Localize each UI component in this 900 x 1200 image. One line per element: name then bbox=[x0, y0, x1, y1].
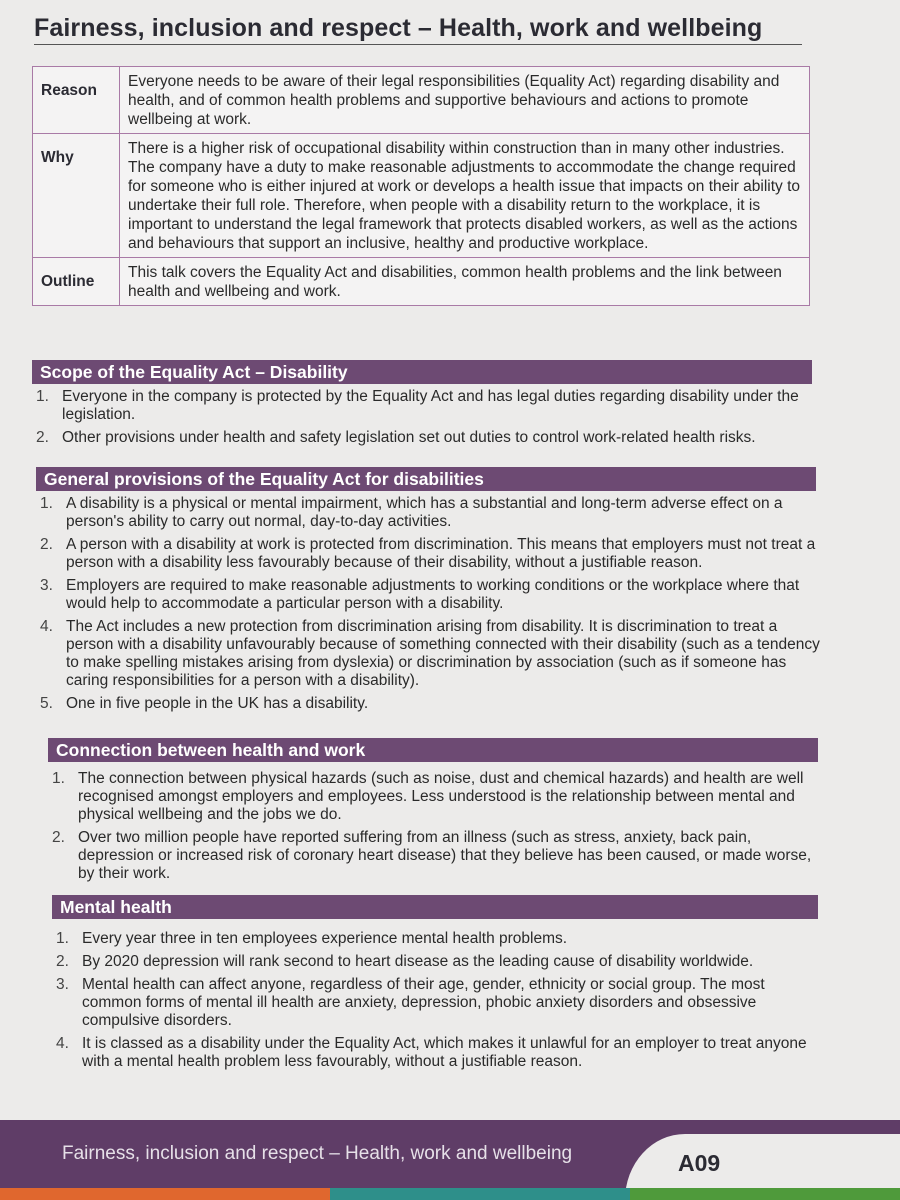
section-heading-scope: Scope of the Equality Act – Disability bbox=[32, 360, 812, 384]
footer-title: Fairness, inclusion and respect – Health, work and wellbeing bbox=[62, 1143, 573, 1164]
section-heading-general-provisions: General provisions of the Equality Act for disabilities bbox=[36, 467, 816, 491]
footer-stripe-teal bbox=[330, 1188, 630, 1200]
list-item bbox=[40, 618, 820, 690]
page-code: A09 bbox=[678, 1150, 721, 1176]
list-item bbox=[40, 695, 820, 713]
item-text: It is classed as a disability under the Equality Act, which makes it unlawful for an employer to treat anyone with a mental health problem less favourably, without a justifiable reason. bbox=[82, 1035, 807, 1070]
item-text: Over two million people have reported suffering from an illness (such as stress, anxiety, back pain, depression or increased risk of coronary heart disease) that they believe has been caused, or made worse, by their work. bbox=[78, 829, 812, 882]
intro-label: Outline bbox=[33, 258, 120, 306]
list-item bbox=[36, 429, 808, 447]
list-item bbox=[56, 953, 816, 971]
list-item bbox=[40, 577, 820, 613]
intro-text: This talk covers the Equality Act and disabilities, common health problems and the link between health and wellbeing and work. bbox=[120, 258, 810, 306]
item-number: 1. bbox=[56, 930, 69, 947]
intro-row-why bbox=[33, 134, 810, 258]
list-item bbox=[56, 976, 816, 1030]
item-text: The Act includes a new protection from discrimination arising from disability. It is discrimination to treat a person with a disability unfavourably because of something connected with their disability (such as a tendency to make spelling mistakes arising from dyslexia) or discrimination by association (such as if someone has caring responsibilities for a person with a disability). bbox=[66, 618, 820, 689]
item-text: By 2020 depression will rank second to heart disease as the leading cause of disability worldwide. bbox=[82, 953, 754, 970]
item-number: 1. bbox=[40, 495, 53, 512]
item-number: 1. bbox=[36, 388, 49, 405]
item-number: 2. bbox=[52, 829, 65, 846]
item-number: 2. bbox=[36, 429, 49, 446]
intro-label: Reason bbox=[33, 67, 120, 134]
item-text: A person with a disability at work is protected from discrimination. This means that employers must not treat a person with a disability less favourably because of their disability, without a justifiable reason. bbox=[66, 536, 816, 571]
intro-text: Everyone needs to be aware of their legal responsibilities (Equality Act) regarding disability and health, and of common health problems and supportive behaviours and actions to promote wellbeing at work. bbox=[120, 67, 810, 134]
list-item bbox=[36, 388, 808, 424]
section-heading-mental-health: Mental health bbox=[52, 895, 818, 919]
list-health-work bbox=[52, 770, 820, 888]
item-text: One in five people in the UK has a disability. bbox=[66, 695, 369, 712]
page-title: Fairness, inclusion and respect – Health, work and wellbeing bbox=[34, 14, 763, 42]
intro-text: There is a higher risk of occupational disability within construction than in many other industries. The company have a duty to make reasonable adjustments to accommodate the change required for someone who is either injured at work or develops a health issue that impacts on their ability to undertake their full role. Therefore, when people with a disability return to the workplace, it is important to understand the legal framework that protects disabled workers, as well as the actions and behaviours that support an inclusive, healthy and productive workplace. bbox=[120, 134, 810, 258]
list-item bbox=[52, 829, 820, 883]
item-text: Mental health can affect anyone, regardless of their age, gender, ethnicity or social group. The most common forms of mental ill health are anxiety, depression, phobic anxiety disorders and obsessive compulsive disorders. bbox=[82, 976, 765, 1029]
item-number: 2. bbox=[56, 953, 69, 970]
item-number: 4. bbox=[40, 618, 53, 635]
footer-stripe-green bbox=[630, 1188, 900, 1200]
list-general-provisions bbox=[40, 495, 820, 718]
item-number: 3. bbox=[56, 976, 69, 993]
title-rule bbox=[34, 44, 802, 45]
list-item bbox=[56, 1035, 816, 1071]
item-text: Employers are required to make reasonable adjustments to working conditions or the workplace where that would help to accommodate a particular person with a disability. bbox=[66, 577, 800, 612]
intro-table bbox=[32, 66, 810, 306]
list-mental-health bbox=[56, 930, 816, 1076]
item-number: 4. bbox=[56, 1035, 69, 1052]
item-number: 2. bbox=[40, 536, 53, 553]
item-number: 1. bbox=[52, 770, 65, 787]
item-number: 5. bbox=[40, 695, 53, 712]
list-scope bbox=[36, 388, 808, 452]
list-item bbox=[40, 495, 820, 531]
list-item bbox=[56, 930, 816, 948]
footer-stripe-orange bbox=[0, 1188, 330, 1200]
intro-row-outline bbox=[33, 258, 810, 306]
section-heading-health-work: Connection between health and work bbox=[48, 738, 818, 762]
intro-label: Why bbox=[33, 134, 120, 258]
item-text: A disability is a physical or mental impairment, which has a substantial and long-term adverse effect on a person's ability to carry out normal, day-to-day activities. bbox=[66, 495, 783, 530]
item-text: Other provisions under health and safety legislation set out duties to control work-related health risks. bbox=[62, 429, 756, 446]
intro-row-reason bbox=[33, 67, 810, 134]
item-number: 3. bbox=[40, 577, 53, 594]
item-text: Everyone in the company is protected by the Equality Act and has legal duties regarding disability under the legislation. bbox=[62, 388, 799, 423]
list-item bbox=[52, 770, 820, 824]
item-text: Every year three in ten employees experience mental health problems. bbox=[82, 930, 568, 947]
list-item bbox=[40, 536, 820, 572]
item-text: The connection between physical hazards (such as noise, dust and chemical hazards) and health are well recognised amongst employers and employees. Less understood is the relationship between mental and physical wellbeing and the jobs we do. bbox=[78, 770, 804, 823]
